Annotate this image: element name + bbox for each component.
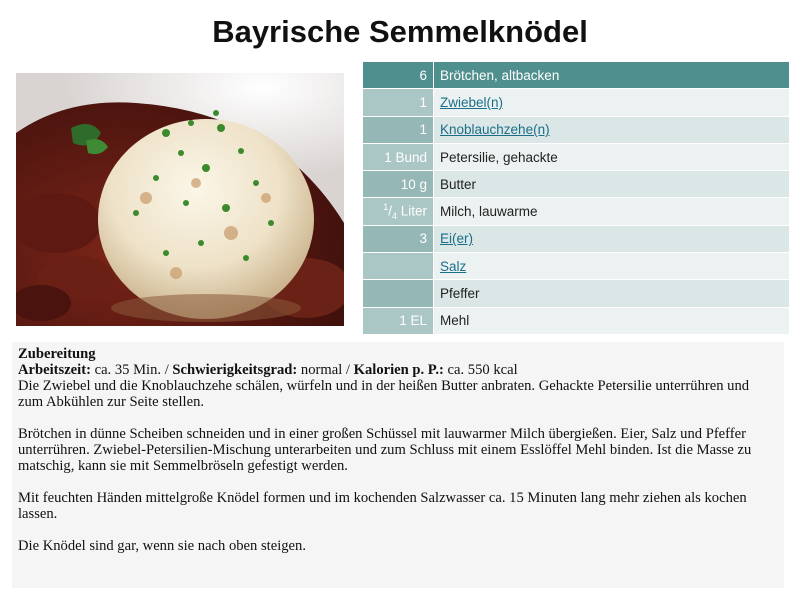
ingredient-qty xyxy=(363,253,434,280)
ingredient-qty: $^1/_4$ Liter xyxy=(363,198,434,225)
ingredient-qty: 1 xyxy=(363,89,434,116)
ingredient-qty: 1 EL xyxy=(363,307,434,334)
ingredient-qty xyxy=(363,280,434,307)
difficulty-value: normal / xyxy=(297,362,354,378)
qty-numerator: 1 xyxy=(383,202,389,213)
ingredient-name: Petersilie, gehackte xyxy=(434,143,790,170)
ingredient-row xyxy=(363,143,790,170)
recipe-meta xyxy=(18,362,774,378)
calories-value: ca. 550 kcal xyxy=(443,362,518,378)
ingredient-qty: 1 xyxy=(363,116,434,143)
difficulty-label: Schwierigkeitsgrad: xyxy=(172,362,298,378)
ingredient-name: Pfeffer xyxy=(434,280,790,307)
ingredient-row xyxy=(363,116,790,143)
recipe-title: Bayrische Semmelknödel xyxy=(212,14,588,49)
ingredient-row xyxy=(363,225,790,252)
ingredient-name: Milch, lauwarme xyxy=(434,198,790,225)
calories-label: Kalorien p. P.: xyxy=(353,362,444,378)
ingredients-table xyxy=(362,61,790,335)
ingredient-row xyxy=(363,253,790,280)
ingredient-link-zwiebel[interactable]: Zwiebel(n) xyxy=(440,94,504,110)
preparation-step: Die Knödel sind gar, wenn sie nach oben steigen. xyxy=(18,538,306,554)
time-value: ca. 35 Min. / xyxy=(90,362,173,378)
ingredient-row xyxy=(363,171,790,198)
ingredient-link-knoblauch[interactable]: Knoblauchzehe(n) xyxy=(440,122,550,138)
ingredient-row xyxy=(363,62,790,89)
preparation-step: Brötchen in dünne Scheiben schneiden und in einer großen Schüssel mit lauwarmer Milch übergießen. Eier, Salz und Pfeffer unterrühren. Zwiebel-Petersilien-Mischung unterarbeiten und zum Schluss mit einem Esslöffel Mehl binden. Ist die Masse zu matschig, kann sie mit Semmelbröseln gefestigt werden. xyxy=(18,426,752,474)
ingredient-name: Mehl xyxy=(434,307,790,334)
ingredient-row xyxy=(363,89,790,116)
ingredient-name: Brötchen, altbacken xyxy=(434,62,790,89)
ingredient-link-salz[interactable]: Salz xyxy=(440,258,467,274)
ingredient-row xyxy=(363,307,790,334)
ingredient-row xyxy=(363,280,790,307)
preparation-heading: Zubereitung xyxy=(18,346,96,362)
ingredient-row xyxy=(363,198,790,225)
preparation-step: Mit feuchten Händen mittelgroße Knödel formen und im kochenden Salzwasser ca. 15 Minuten lang mehr ziehen als kochen lassen. xyxy=(18,490,747,522)
qty-unit: Liter xyxy=(396,203,427,219)
ingredient-qty: 10 g xyxy=(363,171,434,198)
preparation-step: Die Zwiebel und die Knoblauchzehe schälen, würfeln und in der heißen Butter anbraten. Gehackte Petersilie unterrühren und zum Abkühlen zur Seite stellen. xyxy=(18,378,750,410)
ingredient-name: Butter xyxy=(434,171,790,198)
ingredient-qty: 6 xyxy=(363,62,434,89)
ingredient-link-eier[interactable]: Ei(er) xyxy=(440,231,473,247)
dumpling-photo xyxy=(16,73,344,326)
ingredient-qty: 1 Bund xyxy=(363,143,434,170)
preparation-section xyxy=(12,342,784,588)
ingredient-qty: 3 xyxy=(363,225,434,252)
qty-denominator: 4 xyxy=(391,211,397,222)
time-label: Arbeitszeit: xyxy=(18,362,91,378)
